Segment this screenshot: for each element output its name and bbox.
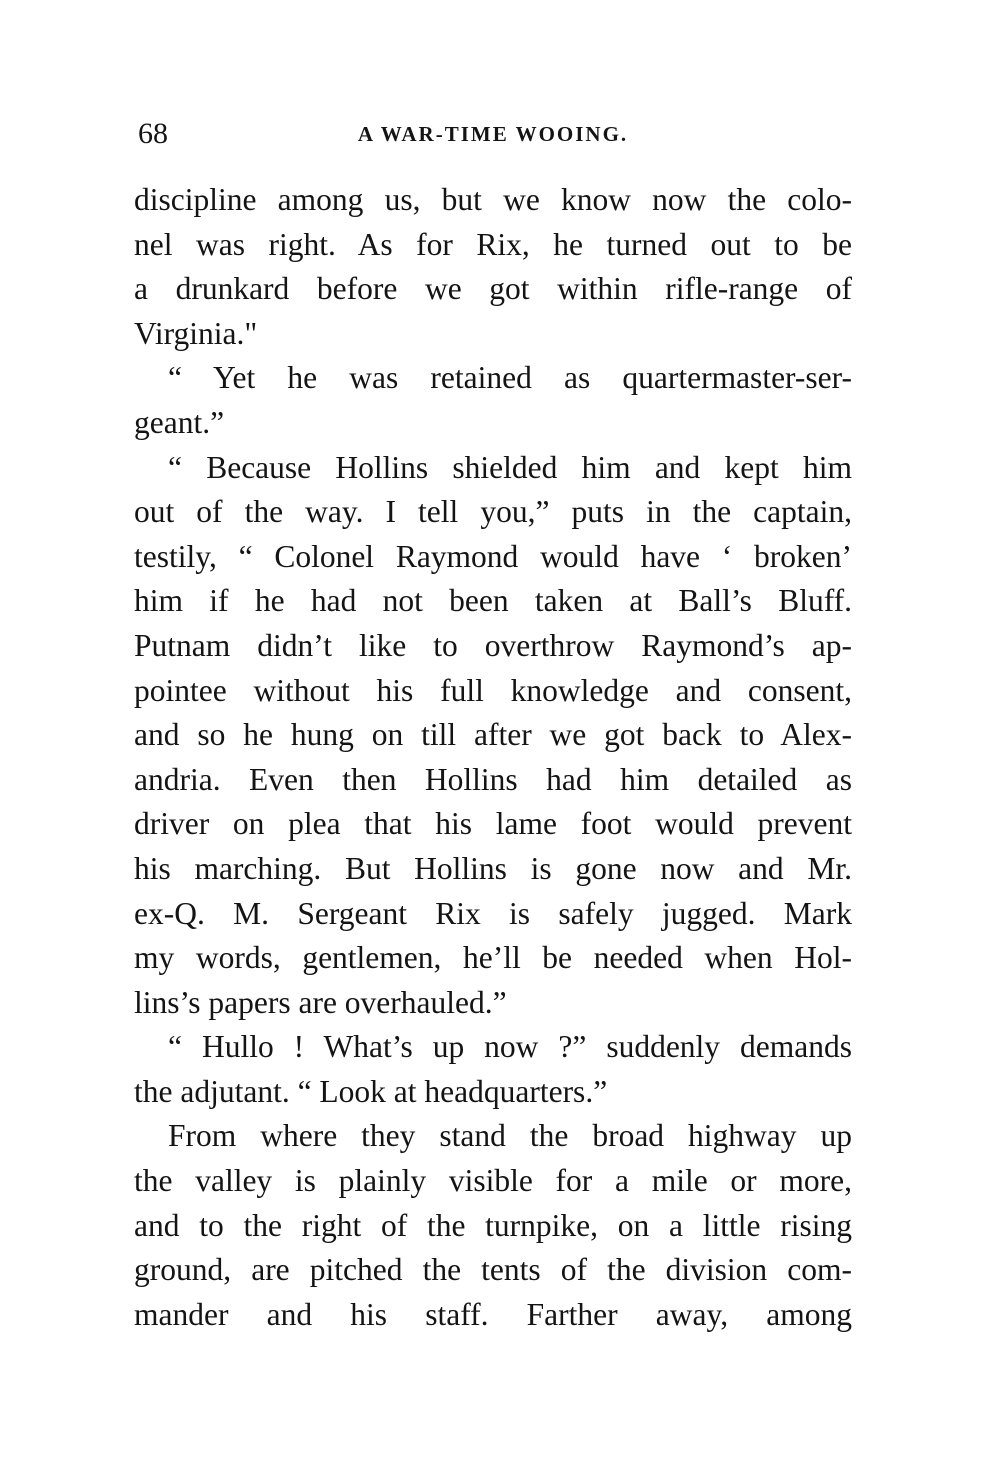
body-text — [134, 178, 852, 1337]
book-page — [134, 112, 852, 1337]
text-line: andria. Even then Hollins had him detailed as — [134, 761, 852, 797]
text-line: From where they stand the broad highway up — [168, 1118, 852, 1154]
text-line: and so he hung on till after we got back to Alex- — [134, 717, 852, 753]
text-line: Putnam didn’t like to overthrow Raymond’s ap- — [134, 627, 852, 663]
text-line: out of the way. I tell you,” puts in the captain, — [134, 494, 852, 530]
text-line: a drunkard before we got within rifle-range of — [134, 271, 852, 307]
text-line: “ Because Hollins shielded him and kept him — [168, 449, 852, 485]
text-line: geant.” — [134, 404, 225, 440]
paragraph — [134, 178, 852, 356]
text-line: “ Hullo ! What’s up now ?” suddenly demands — [168, 1029, 852, 1065]
text-line: the adjutant. “ Look at headquarters.” — [134, 1073, 608, 1109]
text-line: ex-Q. M. Sergeant Rix is safely jugged. Mark — [134, 895, 852, 931]
text-line: driver on plea that his lame foot would prevent — [134, 806, 852, 842]
text-line: lins’s papers are overhauled.” — [134, 984, 507, 1020]
text-line: discipline among us, but we know now the colo- — [134, 182, 852, 217]
paragraph — [134, 356, 852, 445]
running-title: A WAR-TIME WOOING. — [357, 122, 629, 146]
text-line: him if he had not been taken at Ball’s Bluff. — [134, 583, 852, 619]
text-line: the valley is plainly visible for a mile or more, — [134, 1163, 852, 1199]
text-line: nel was right. As for Rix, he turned out to be — [134, 226, 852, 262]
text-line: “ Yet he was retained as quartermaster-ser- — [168, 360, 852, 396]
page-number: 68 — [138, 117, 168, 150]
paragraph — [134, 446, 852, 1026]
text-line: Virginia." — [134, 315, 258, 351]
text-line: his marching. But Hollins is gone now and Mr. — [134, 850, 852, 886]
text-line: pointee without his full knowledge and consent, — [134, 672, 852, 708]
paragraph — [134, 1114, 852, 1337]
text-line: mander and his staff. Farther away, among — [134, 1296, 852, 1332]
text-line: ground, are pitched the tents of the division com- — [134, 1252, 852, 1288]
paragraph — [134, 1025, 852, 1114]
text-line: and to the right of the turnpike, on a little rising — [134, 1207, 852, 1243]
text-line: my words, gentlemen, he’ll be needed when Hol- — [134, 940, 852, 976]
text-line: testily, “ Colonel Raymond would have ‘ broken’ — [134, 538, 852, 574]
running-head — [134, 112, 852, 156]
